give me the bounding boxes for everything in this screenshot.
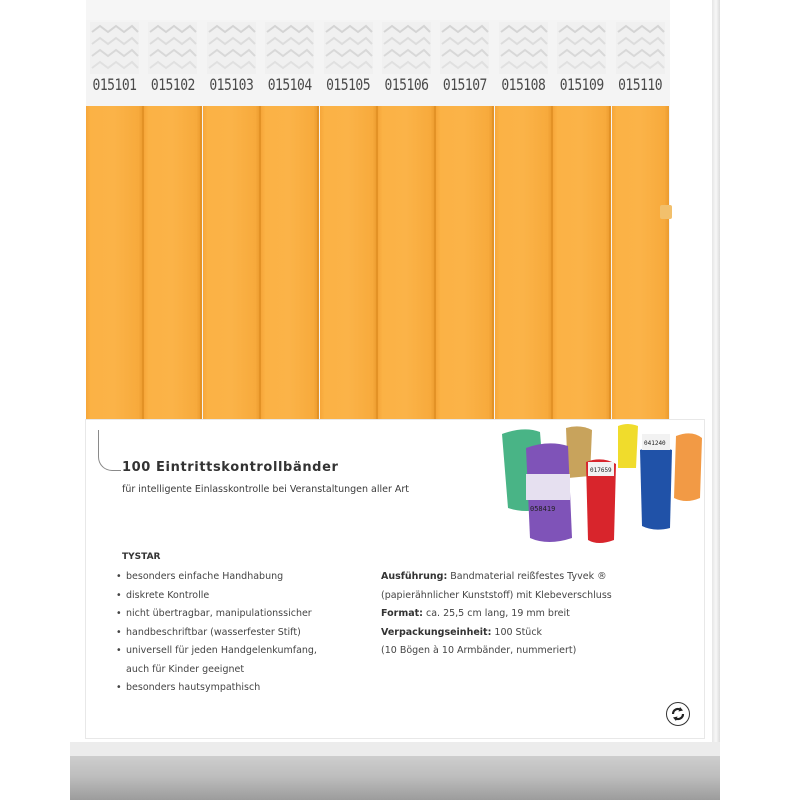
- security-tear-pattern: [265, 22, 314, 74]
- band-number: 015105: [326, 76, 371, 95]
- security-tear-pattern: [207, 22, 256, 74]
- wristband: [378, 0, 435, 420]
- photo-band-yellow: [618, 424, 638, 468]
- photo-number-3: 041240: [644, 440, 666, 447]
- band-number: 015103: [209, 76, 254, 95]
- photo-band-purple-tab: [526, 474, 570, 500]
- feature-item: • besonders hautsympathisch: [116, 679, 317, 698]
- feature-item: • nicht übertragbar, manipulationssicher: [116, 605, 317, 624]
- band-strap: [495, 106, 552, 420]
- photo-number-2: 017659: [590, 467, 612, 474]
- bullet-icon: •: [116, 626, 122, 638]
- security-tear-pattern: [616, 22, 665, 74]
- feature-item: • besonders einfache Handhabung: [116, 568, 317, 587]
- security-tear-pattern: [324, 22, 373, 74]
- band-strap: [261, 106, 318, 420]
- wristband: [553, 0, 610, 420]
- band-number: 015104: [267, 76, 312, 95]
- security-tear-pattern: [499, 22, 548, 74]
- wristband: [86, 0, 143, 420]
- wristband-sheet: [86, 0, 670, 420]
- bullet-icon: •: [116, 608, 122, 619]
- wristband: [436, 0, 493, 420]
- band-number: 015101: [92, 76, 137, 95]
- band-number: 015107: [442, 76, 487, 95]
- wristband: [203, 0, 260, 420]
- spec-verpackung-cont: (10 Bögen à 10 Armbänder, nummeriert): [381, 645, 577, 656]
- band-number: 015110: [618, 76, 663, 95]
- band-number: 015102: [150, 76, 195, 95]
- wristbands-photo: [496, 422, 706, 550]
- spec-verpackung: Verpackungseinheit: 100 Stück: [381, 626, 543, 638]
- photo-band-orange: [674, 433, 702, 501]
- bullet-icon: •: [116, 571, 122, 582]
- feature-item: • handbeschriftbar (wasserfester Stift): [116, 624, 317, 643]
- spec-ausfuehrung: Ausführung: Bandmaterial reißfestes Tyvek ®: [381, 571, 607, 582]
- feature-item: • diskrete Kontrolle: [116, 587, 317, 606]
- security-tear-pattern: [90, 22, 139, 74]
- band-strap: [86, 106, 143, 420]
- spec-format: Format: ca. 25,5 cm lang, 19 mm breit: [381, 608, 570, 619]
- band-number: 015109: [559, 76, 604, 95]
- product-card: [86, 420, 704, 738]
- band-strap: [144, 106, 201, 420]
- wristband: [144, 0, 201, 420]
- bag-edge: [712, 0, 720, 800]
- band-strap: [612, 106, 669, 420]
- product-subtitle: für intelligente Einlasskontrolle bei Veranstaltungen aller Art: [122, 484, 410, 495]
- product-title: 100 Eintrittskontrollbänder: [122, 460, 339, 475]
- security-tear-pattern: [557, 22, 606, 74]
- photo-number-1: 058419: [530, 505, 556, 513]
- security-tear-pattern: [148, 22, 197, 74]
- security-tear-pattern: [440, 22, 489, 74]
- wristband: [320, 0, 377, 420]
- brand-name: TYSTAR: [122, 552, 161, 562]
- band-number: 015108: [501, 76, 546, 95]
- spec-ausfuehrung-cont: (papierähnlicher Kunststoff) mit Klebeverschluss: [381, 589, 612, 601]
- feature-item: • universell für jeden Handgelenkumfang,: [116, 642, 317, 661]
- feature-list: [116, 568, 317, 698]
- wristband: [261, 0, 318, 420]
- wristband: [495, 0, 552, 420]
- bullet-icon: •: [116, 645, 122, 656]
- decorative-line: [98, 430, 121, 471]
- bullet-icon: •: [116, 589, 122, 601]
- band-strap: [320, 106, 377, 420]
- spec-list: [381, 568, 612, 661]
- bullet-icon: •: [116, 682, 122, 693]
- band-strap: [553, 106, 610, 420]
- feature-item-continued: auch für Kinder geeignet: [126, 663, 245, 675]
- band-strap: [203, 106, 260, 420]
- photo-band-blue: [640, 447, 672, 530]
- security-tear-pattern: [382, 22, 431, 74]
- band-number: 015106: [384, 76, 429, 95]
- adhesive-tab: [660, 205, 672, 219]
- band-strap: [436, 106, 493, 420]
- recycle-icon: [666, 702, 690, 726]
- bag-bottom-highlight: [70, 742, 720, 756]
- band-strap: [378, 106, 435, 420]
